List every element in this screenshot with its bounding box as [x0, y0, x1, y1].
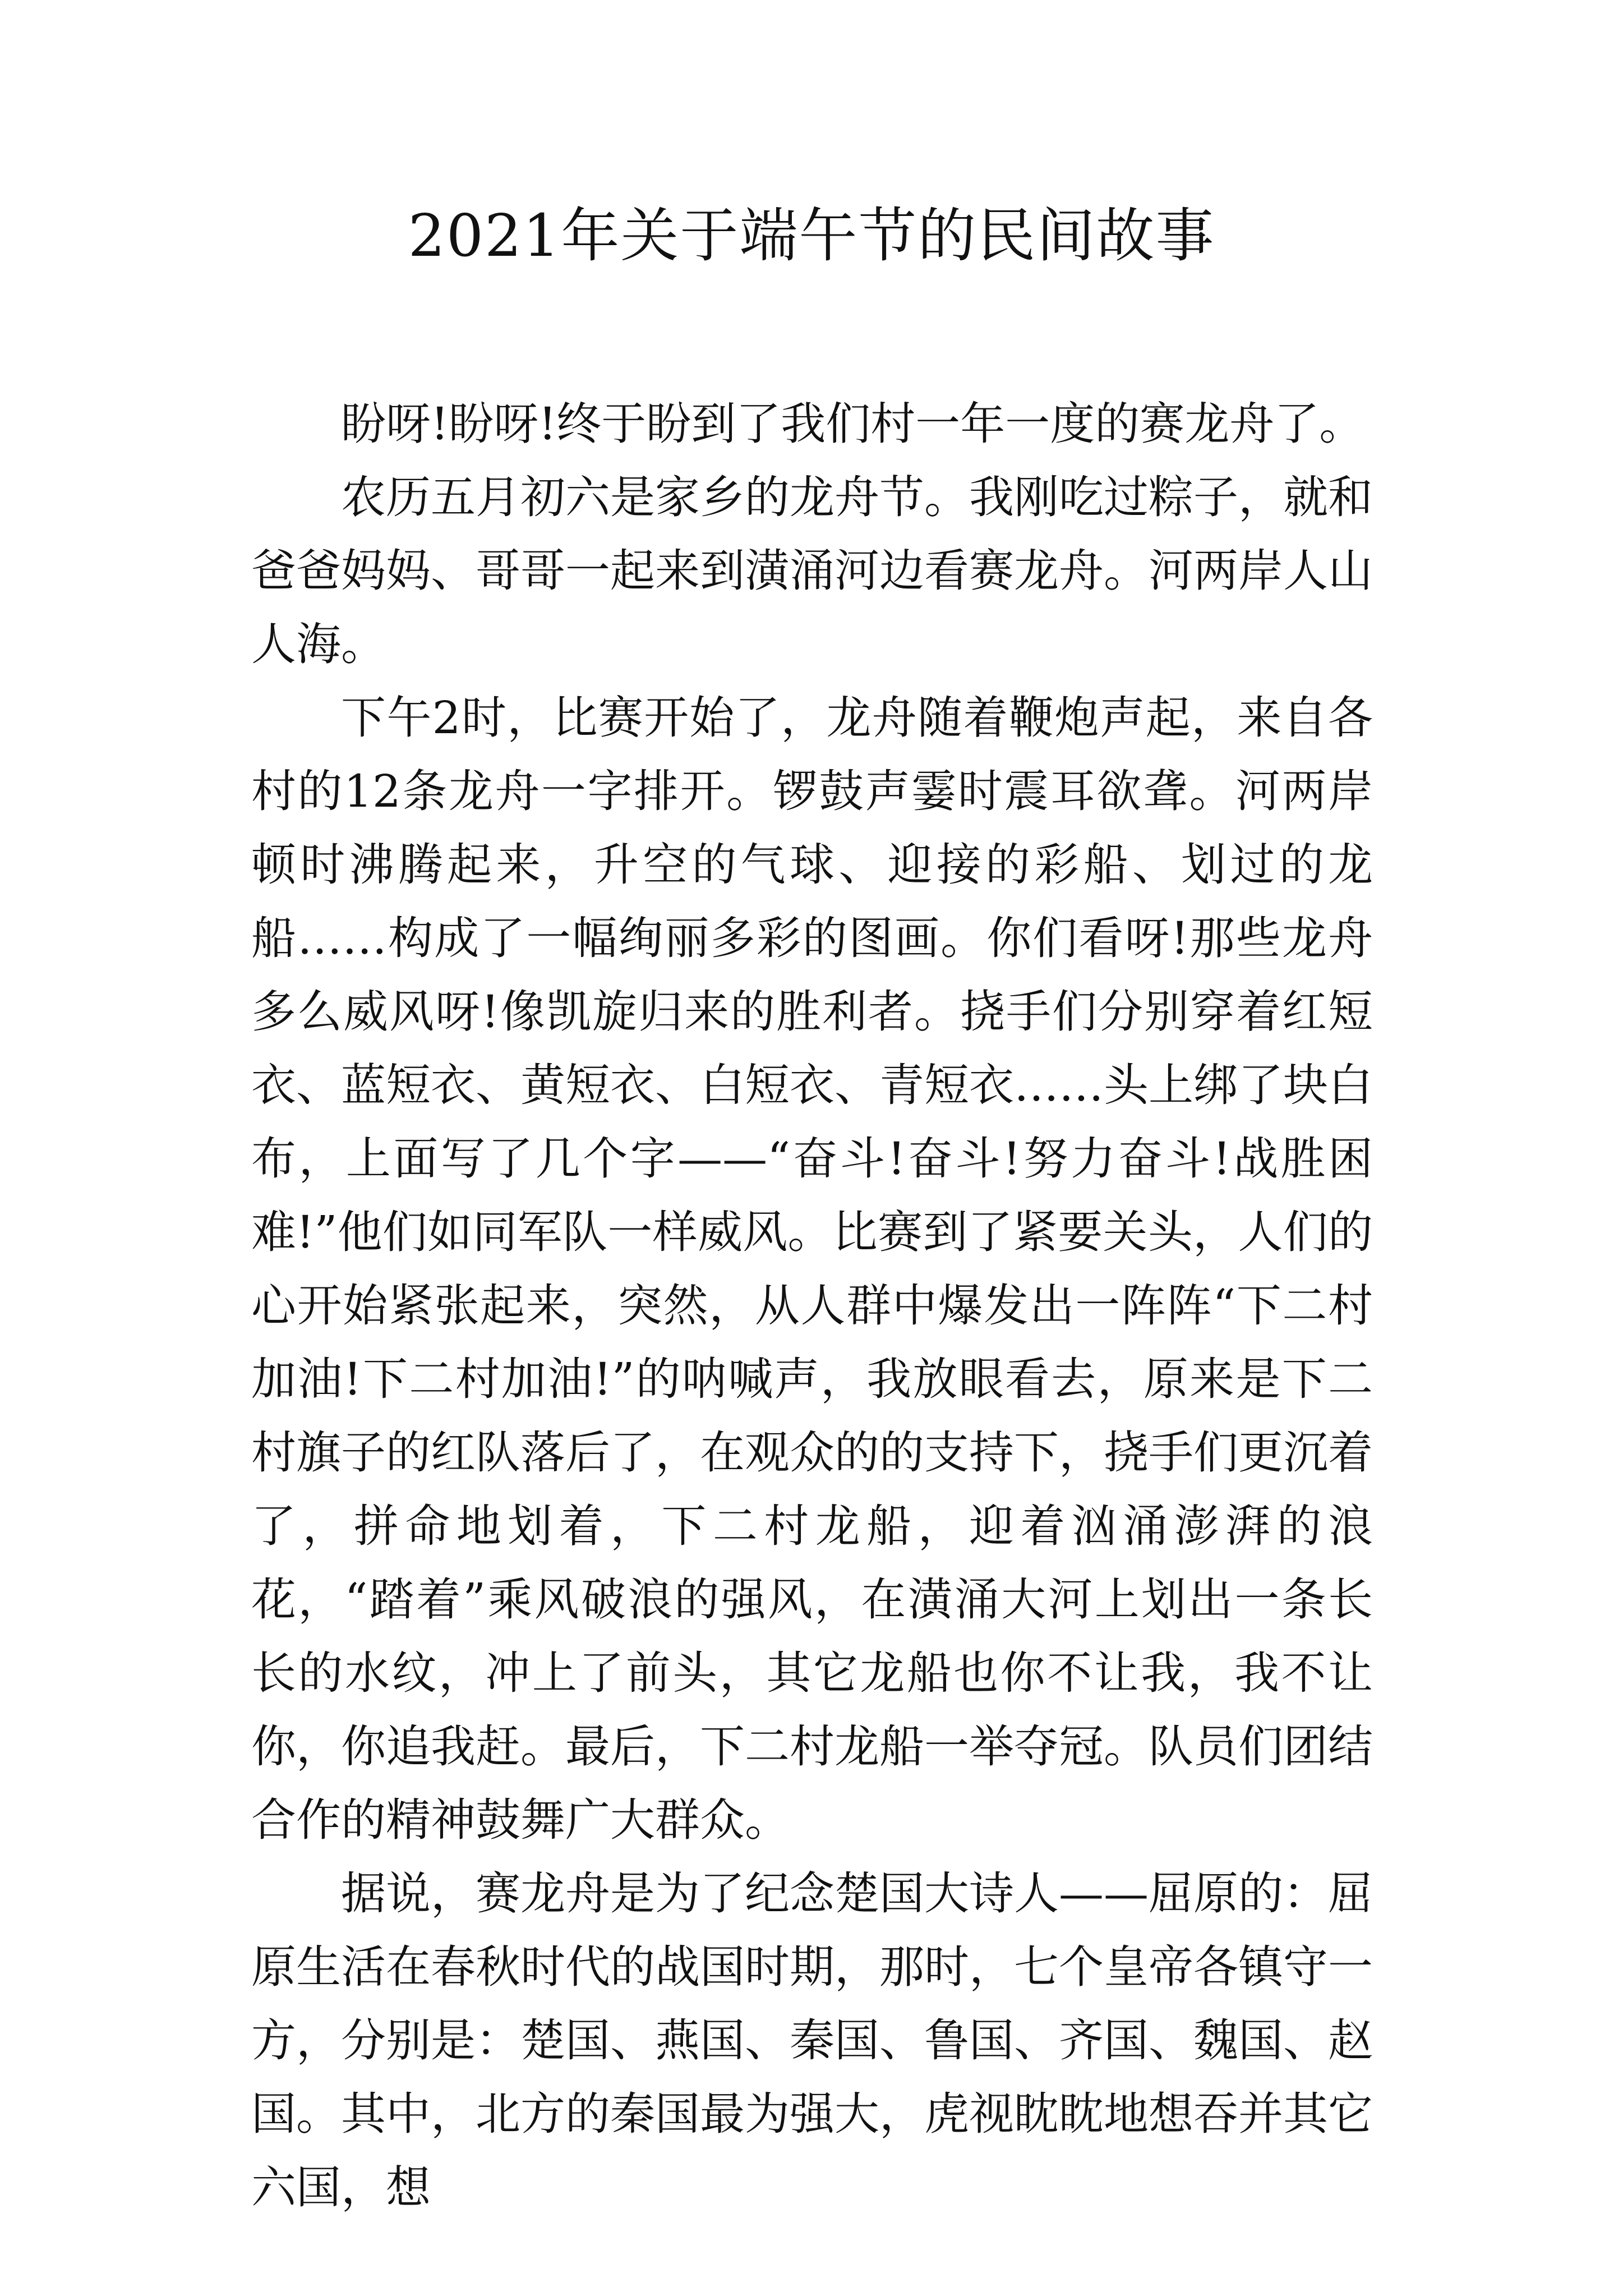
paragraph-3: 下午2时，比赛开始了，龙舟随着鞭炮声起，来自各村的12条龙舟一字排开。锣鼓声霎时震耳欲聋。河两岸顿时沸腾起来，升空的气球、迎接的彩船、划过的龙船……构成了一幅绚丽多彩的图画。你们看呀!那些龙舟多么威风呀!像凯旋归来的胜利者。挠手们分别穿着红短衣、蓝短衣、黄短衣、白短衣、青短衣……头上绑了块白布，上面写了几个字——“奋斗!奋斗!努力奋斗!战胜困难!”他们如同军队一样威风。比赛到了紧要关头，人们的心开始紧张起来，突然，从人群中爆发出一阵阵“下二村加油!下二村加油!”的呐喊声，我放眼看去，原来是下二村旗子的红队落后了，在观众的的支持下，挠手们更沉着了，拼命地划着，下二村龙船，迎着汹涌澎湃的浪花，“踏着”乘风破浪的强风，在潢涌大河上划出一条长长的水纹，冲上了前头，其它龙船也你不让我，我不让你，你追我赶。最后，下二村龙船一举夺冠。队员们团结合作的精神鼓舞广大群众。 — [251, 692, 1373, 1846]
paragraph-2: 农历五月初六是家乡的龙舟节。我刚吃过粽子，就和爸爸妈妈、哥哥一起来到潢涌河边看赛龙舟。河两岸人山人海。 — [251, 471, 1373, 670]
paragraph-4: 据说，赛龙舟是为了纪念楚国大诗人——屈原的：屈原生活在春秋时代的战国时期，那时，七个皇帝各镇守一方，分别是：楚国、燕国、秦国、鲁国、齐国、魏国、赵国。其中，北方的秦国最为强大，虎视眈眈地想吞并其它六国，想 — [251, 1867, 1373, 2214]
paragraph-1: 盼呀!盼呀!终于盼到了我们村一年一度的赛龙舟了。 — [341, 398, 1364, 450]
document-body — [251, 387, 1373, 2224]
document-title: 2021年关于端午节的民间故事 — [408, 201, 1215, 270]
